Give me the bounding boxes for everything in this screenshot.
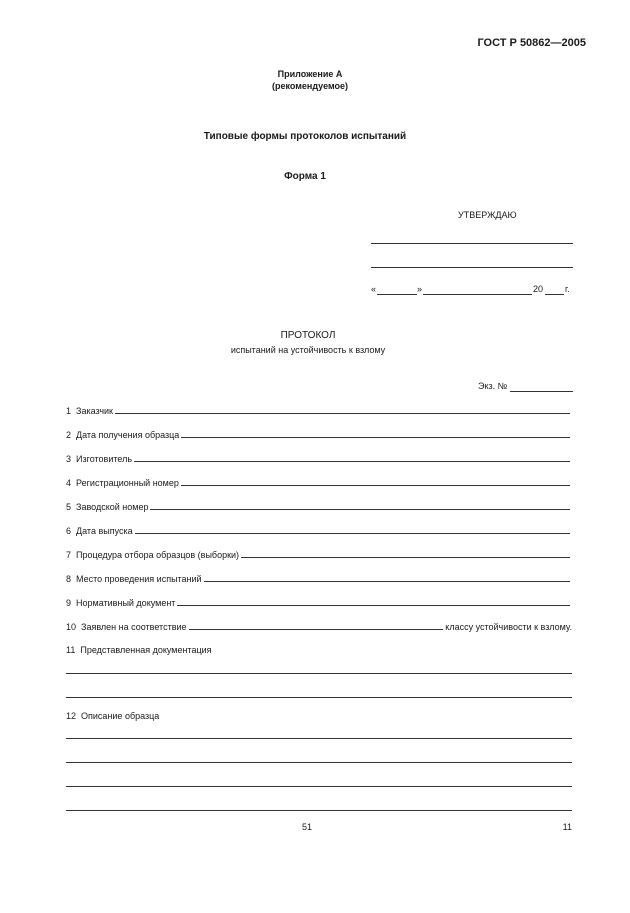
field-fill-line <box>181 485 570 486</box>
field-fill-line <box>135 533 570 534</box>
field-fill-line <box>204 581 570 582</box>
field-label: Изготовитель <box>76 454 133 464</box>
field-number: 11 <box>66 645 76 655</box>
protocol-subtitle: испытаний на устойчивость к взлому <box>230 345 386 355</box>
field-fill-line <box>189 629 444 630</box>
field-label: Место проведения испытаний <box>76 574 202 584</box>
form-field-11 <box>66 645 212 655</box>
form-field-10[interactable] <box>66 618 572 632</box>
form-field-8[interactable] <box>66 570 572 584</box>
field-label: Представленная документация <box>80 645 212 655</box>
form-field-6[interactable] <box>66 522 572 536</box>
page-number-right: 11 <box>562 822 572 832</box>
field-label: Заявлен на соответствие <box>81 622 187 632</box>
field-number: 5 <box>66 502 72 512</box>
approval-label: УТВЕРЖДАЮ <box>458 210 517 220</box>
field-fill-line <box>150 509 570 510</box>
field-number: 12 <box>66 711 77 721</box>
field-label: Заказчик <box>76 406 113 416</box>
field-label: Процедура отбора образцов (выборки) <box>76 550 240 560</box>
approval-date-open-quote: « <box>371 284 377 294</box>
description-line-4[interactable] <box>66 810 572 811</box>
field-label: Нормативный документ <box>76 598 176 608</box>
field-number: 3 <box>66 454 72 464</box>
form-field-1[interactable] <box>66 402 572 416</box>
description-line-2[interactable] <box>66 762 572 763</box>
field-fill-line <box>177 605 570 606</box>
copy-number-line <box>510 391 573 392</box>
field-number: 1 <box>66 406 72 416</box>
form-field-2[interactable] <box>66 426 572 440</box>
documentation-line-1[interactable] <box>66 673 572 674</box>
documentation-line-2[interactable] <box>66 697 572 698</box>
protocol-title: ПРОТОКОЛ <box>280 330 336 341</box>
field-label: Дата получения образца <box>76 430 180 440</box>
appendix-title: Приложение А <box>277 69 343 79</box>
form-field-3[interactable] <box>66 450 572 464</box>
standard-number: ГОСТ Р 50862—2005 <box>477 37 586 49</box>
description-line-1[interactable] <box>66 738 572 739</box>
field-label: Заводской номер <box>76 502 149 512</box>
page-number-center: 51 <box>301 822 312 832</box>
approval-line-1 <box>371 243 573 244</box>
approval-line-2 <box>371 267 573 268</box>
form-field-4[interactable] <box>66 474 572 488</box>
form-field-9[interactable] <box>66 594 572 608</box>
field-label: Регистрационный номер <box>76 478 179 488</box>
approval-year-line <box>545 294 564 295</box>
field-number: 7 <box>66 550 72 560</box>
field-number: 9 <box>66 598 72 608</box>
form-field-7[interactable] <box>66 546 572 560</box>
appendix-subtitle: (рекомендуемое) <box>272 81 348 91</box>
field-number: 6 <box>66 526 72 536</box>
approval-year-prefix: 20 <box>533 284 544 294</box>
field-number: 2 <box>66 430 72 440</box>
field-fill-line <box>241 557 570 558</box>
form-field-5[interactable] <box>66 498 572 512</box>
field-number: 8 <box>66 574 72 584</box>
copy-number-label: Экз. № <box>478 381 508 391</box>
field-fill-line <box>115 413 570 414</box>
section-title: Типовые формы протоколов испытаний <box>203 131 407 142</box>
field-label: Дата выпуска <box>76 526 133 536</box>
form-field-12 <box>66 711 159 721</box>
field-number: 10 <box>66 622 77 632</box>
approval-year-suffix: г. <box>565 284 570 294</box>
approval-date-month-line <box>423 294 532 295</box>
field-number: 4 <box>66 478 72 488</box>
approval-date-day-line <box>377 294 417 295</box>
field-label: Описание образца <box>81 711 160 721</box>
approval-date-close-quote: » <box>417 284 423 294</box>
field-fill-line <box>134 461 570 462</box>
form-title: Форма 1 <box>284 171 326 182</box>
field-tail-text: классу устойчивости к взлому. <box>445 622 572 632</box>
description-line-3[interactable] <box>66 786 572 787</box>
field-fill-line <box>181 437 570 438</box>
